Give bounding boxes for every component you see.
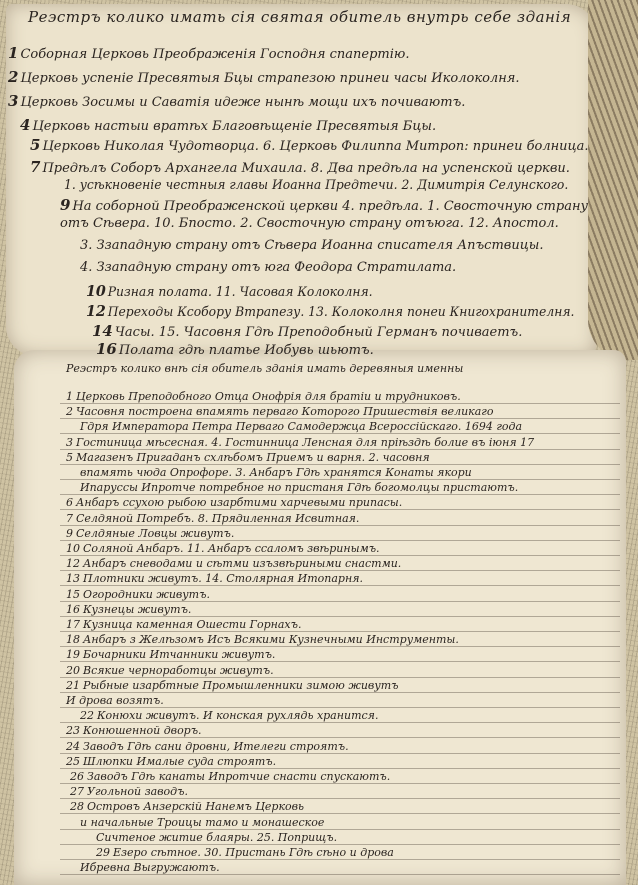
lower-register-item [66,648,275,661]
upper-register-item [8,44,410,62]
item-number: 6 [66,496,73,510]
lower-register-item [70,770,390,783]
lower-register-item [66,664,274,677]
item-number: 23 [66,724,80,738]
item-number: 13 [66,572,80,586]
ruled-line [60,601,620,602]
item-number: 5 [66,450,73,464]
item-text: Гостиница мѣсесная. 4. Гостинница Ленсная для пріѣздѣ болие въ іюня 17 [76,435,535,449]
item-number: 4 [20,116,31,134]
lower-register-item [66,755,276,768]
ruled-line [60,433,620,434]
item-text: 1. усѣкновеніе честныя главы Иоанна Предтечи. 2. Димитрія Селунского. [64,178,569,193]
item-number: 27 [70,785,84,799]
item-number: 16 [66,602,80,616]
lower-register-item [66,557,401,570]
upper-register-item [80,260,456,275]
item-text: Магазенъ Пригаданъ схлѣбомъ Приемъ и варня. 2. часовня [76,450,430,464]
item-number: 28 [70,800,84,814]
item-text: Предѣлъ Соборъ Архангела Михаила. 8. Два предѣла на успенской церкви. [42,161,570,176]
item-text: И дрова возятъ. [66,694,164,707]
ruled-line [60,540,620,541]
lower-register-item [66,512,359,525]
item-number: 20 [66,663,80,677]
item-text: Ипаруссы Ипротче потребное но пристаня Гдѣ богомолцы пристаютъ. [80,481,519,495]
item-text: Соляной Анбаръ. 11. Анбаръ ссаломъ звѣринымъ. [83,542,380,555]
lower-register-item [80,420,522,433]
item-text: Заводъ Гдѣ сани дровни, Ителеги строятъ. [83,739,349,753]
upper-register-item [64,178,568,193]
item-text: Церковь Зосимы и Саватія идеже нынѣ мощи ихъ почиваютъ. [20,95,466,110]
ruled-line [60,494,620,495]
item-text: Островъ Анзерскій Нанемъ Церковь [87,800,305,814]
ruled-line [60,418,620,419]
ruled-line [60,449,620,450]
lower-register-item [80,481,518,494]
ruled-line [60,874,620,875]
lower-register-item [66,679,398,692]
item-text: Анбаръ ссухою рыбою изарбтими харчевыми припасы. [76,496,403,510]
lower-register-item [80,861,220,874]
lower-register-item [66,527,234,540]
upper-register-item [86,302,574,320]
lower-register-item [70,785,188,798]
item-text: 3. Ззападную страну отъ Сѣвера Иоанна списателя Апъствицы. [80,238,544,253]
item-number: 26 [70,770,84,783]
item-number: 15 [66,587,80,601]
ruled-line [60,661,620,662]
item-number: 2 [66,405,73,419]
item-number: 25 [66,754,80,768]
item-text: Шлюпки Ималые суда строятъ. [83,754,277,768]
upper-register-item [92,322,522,340]
ruled-line [60,555,620,556]
ruled-line [60,585,620,586]
lower-register-item [80,466,472,479]
item-text: Конюхи живутъ. И конская рухлядь хранится. [97,709,379,723]
lower-register-item [66,740,349,753]
item-text: Кузнецы живутъ. [83,602,192,616]
lower-register-item [66,724,202,737]
item-text: Селдяные Ловцы живутъ. [76,526,235,540]
item-text: Заводъ Гдѣ канаты Ипротчие снасти спускаютъ. [87,770,391,783]
ruled-line [60,464,620,465]
item-number: 9 [66,526,73,540]
item-text: Селдяной Потребъ. 8. Прядиленная Исвитная. [76,511,360,525]
item-text: Ризная полата. 11. Часовая Колоколня. [107,285,373,300]
lower-register-item [66,572,363,585]
ruled-line [60,722,620,723]
item-number: 12 [86,302,106,320]
item-text: Часы. 15. Часовня Гдѣ Преподобный Германъ почиваетъ. [114,325,523,340]
item-text: Ибревна Выгружаютъ. [80,861,220,875]
item-text: отъ Сѣвера. 10. Бпосто. 2. Свосточную страну отъюга. 12. Апостол. [60,216,559,231]
item-text: 4. Ззападную страну отъ юга Феодора Стратилата. [80,260,457,275]
item-number: 19 [66,648,80,662]
ruled-line [60,616,620,617]
ruled-line [60,859,620,860]
item-text: Кузница каменная Ошести Горнахъ. [83,618,302,631]
ruled-line [60,798,620,799]
item-number: 9 [60,196,71,214]
ruled-line [60,844,620,845]
upper-register-item [80,238,544,253]
item-number: 10 [86,282,106,300]
lower-register-item [66,694,164,707]
ruled-line [60,631,620,632]
item-text: Конюшенной дворъ. [83,724,202,738]
lower-register-title: Реэстръ колико внѣ сія обитель зданія имать деревяныя именны [66,362,464,375]
scroll-curl-decoration [588,0,638,360]
upper-register-item [30,136,589,154]
item-text: Церковь Николая Чудотворца. 6. Церковь Филиппа Митроп: принеи болница. [42,139,589,154]
item-text: впамять чюда Опрофоре. 3. Анбаръ Гдѣ хранятся Конаты якори [80,466,472,479]
item-number: 24 [66,739,80,753]
item-text: Бочарники Итчанники живутъ. [83,648,276,662]
upper-register-item [8,68,520,86]
item-text: Соборная Церковь Преображенія Господня спапертію. [20,47,410,62]
item-text: Церковь настыи вратѣх Благовѣщеніе Пресвятыя Бцы. [32,119,437,134]
item-number: 5 [30,136,41,154]
ruled-line [60,768,620,769]
item-number: 7 [66,511,73,525]
upper-register-item [20,116,436,134]
ruled-line [60,509,620,510]
lower-register-item [70,800,304,813]
ruled-line [60,829,620,830]
ruled-line [60,783,620,784]
lower-register-item [66,390,461,403]
lower-register-item [96,831,337,844]
item-number: 3 [66,435,73,449]
item-text: Церковь успеніе Пресвятыя Бцы страпезою принеи часы Иколоколня. [20,71,520,86]
item-number: 21 [66,678,80,692]
item-text: Плотники живутъ. 14. Столярная Итопарня. [83,572,363,586]
lower-register-item [66,496,402,509]
lower-register-item [96,846,394,859]
item-text: Анбаръ з Желѣзомъ Исъ Всякими Кузнечными Инструменты. [83,633,459,647]
ruled-line [60,570,620,571]
item-text: Всякие черноработцы живутъ. [83,663,274,677]
item-text: На соборной Преображенской церкви 4. предѣла. 1. Свосточную страну [72,199,589,214]
item-number: 14 [92,322,113,340]
item-text: Церковь Преподобного Отца Онофрія для братіи и трудниковъ. [76,390,461,403]
ruled-line [60,813,620,814]
lower-register-item [66,633,459,646]
lower-register-item [66,542,380,555]
item-number: 29 [96,846,110,859]
upper-register-item [86,282,373,300]
item-text: Рыбные изарбтные Промышленники зимою живутъ [83,678,399,692]
item-number: 17 [66,618,80,631]
item-text: Сичтеное житие блаяры. 25. Поприщъ. [96,830,338,844]
upper-register-item [60,196,588,214]
lower-register-item [66,603,191,616]
ruled-line [60,737,620,738]
item-number: 1 [66,390,73,403]
ruled-line [60,677,620,678]
item-text: и начальные Троицы тамо и монашеское [80,815,325,829]
item-number: 10 [66,542,80,555]
upper-register-item [30,158,570,176]
item-number: 3 [8,92,19,110]
ruled-line [60,692,620,693]
ruled-line [60,403,620,404]
item-text: Езеро сѣтное. 30. Пристань Гдѣ сѣно и дрова [113,846,394,859]
lower-register-item [66,618,301,631]
item-text: Часовня построена впамять перваго Которого Пришествія великаго [76,405,494,419]
item-number: 18 [66,633,80,647]
ruled-line [60,479,620,480]
lower-register-item [66,451,430,464]
item-text: Переходы Ксобору Втрапезу. 13. Колоколня понеи Книгохранителня. [107,305,575,320]
upper-register-title: Реэстръ колико имать сія святая обитель внутрь себе зданія [28,8,572,26]
upper-register-item [8,92,465,110]
ruled-line [60,646,620,647]
item-text: Огородники живутъ. [83,587,210,601]
lower-register-item [66,405,493,418]
item-number: 2 [8,68,19,86]
item-text: Полата гдѣ платье Иобувь шьютъ. [118,343,374,358]
upper-register-item [60,216,559,231]
lower-register-item [80,816,324,829]
item-text: Анбаръ сневодами и сѣтми изъзвѣриными снастми. [83,557,402,571]
ruled-line [60,525,620,526]
item-number: 1 [8,44,19,62]
item-text: Угольной заводъ. [87,785,188,799]
lower-register-item [66,436,534,449]
item-text: Гдря Императора Петра Перваго Самодержца Всероссійскаго. 1694 года [80,420,523,434]
ruled-line [60,707,620,708]
item-number: 12 [66,557,80,571]
item-number: 16 [96,340,117,358]
lower-register-item [66,588,210,601]
item-number: 7 [30,158,41,176]
lower-register-item [80,709,378,722]
upper-register-item [96,340,374,358]
ruled-line [60,753,620,754]
item-number: 22 [80,709,94,723]
